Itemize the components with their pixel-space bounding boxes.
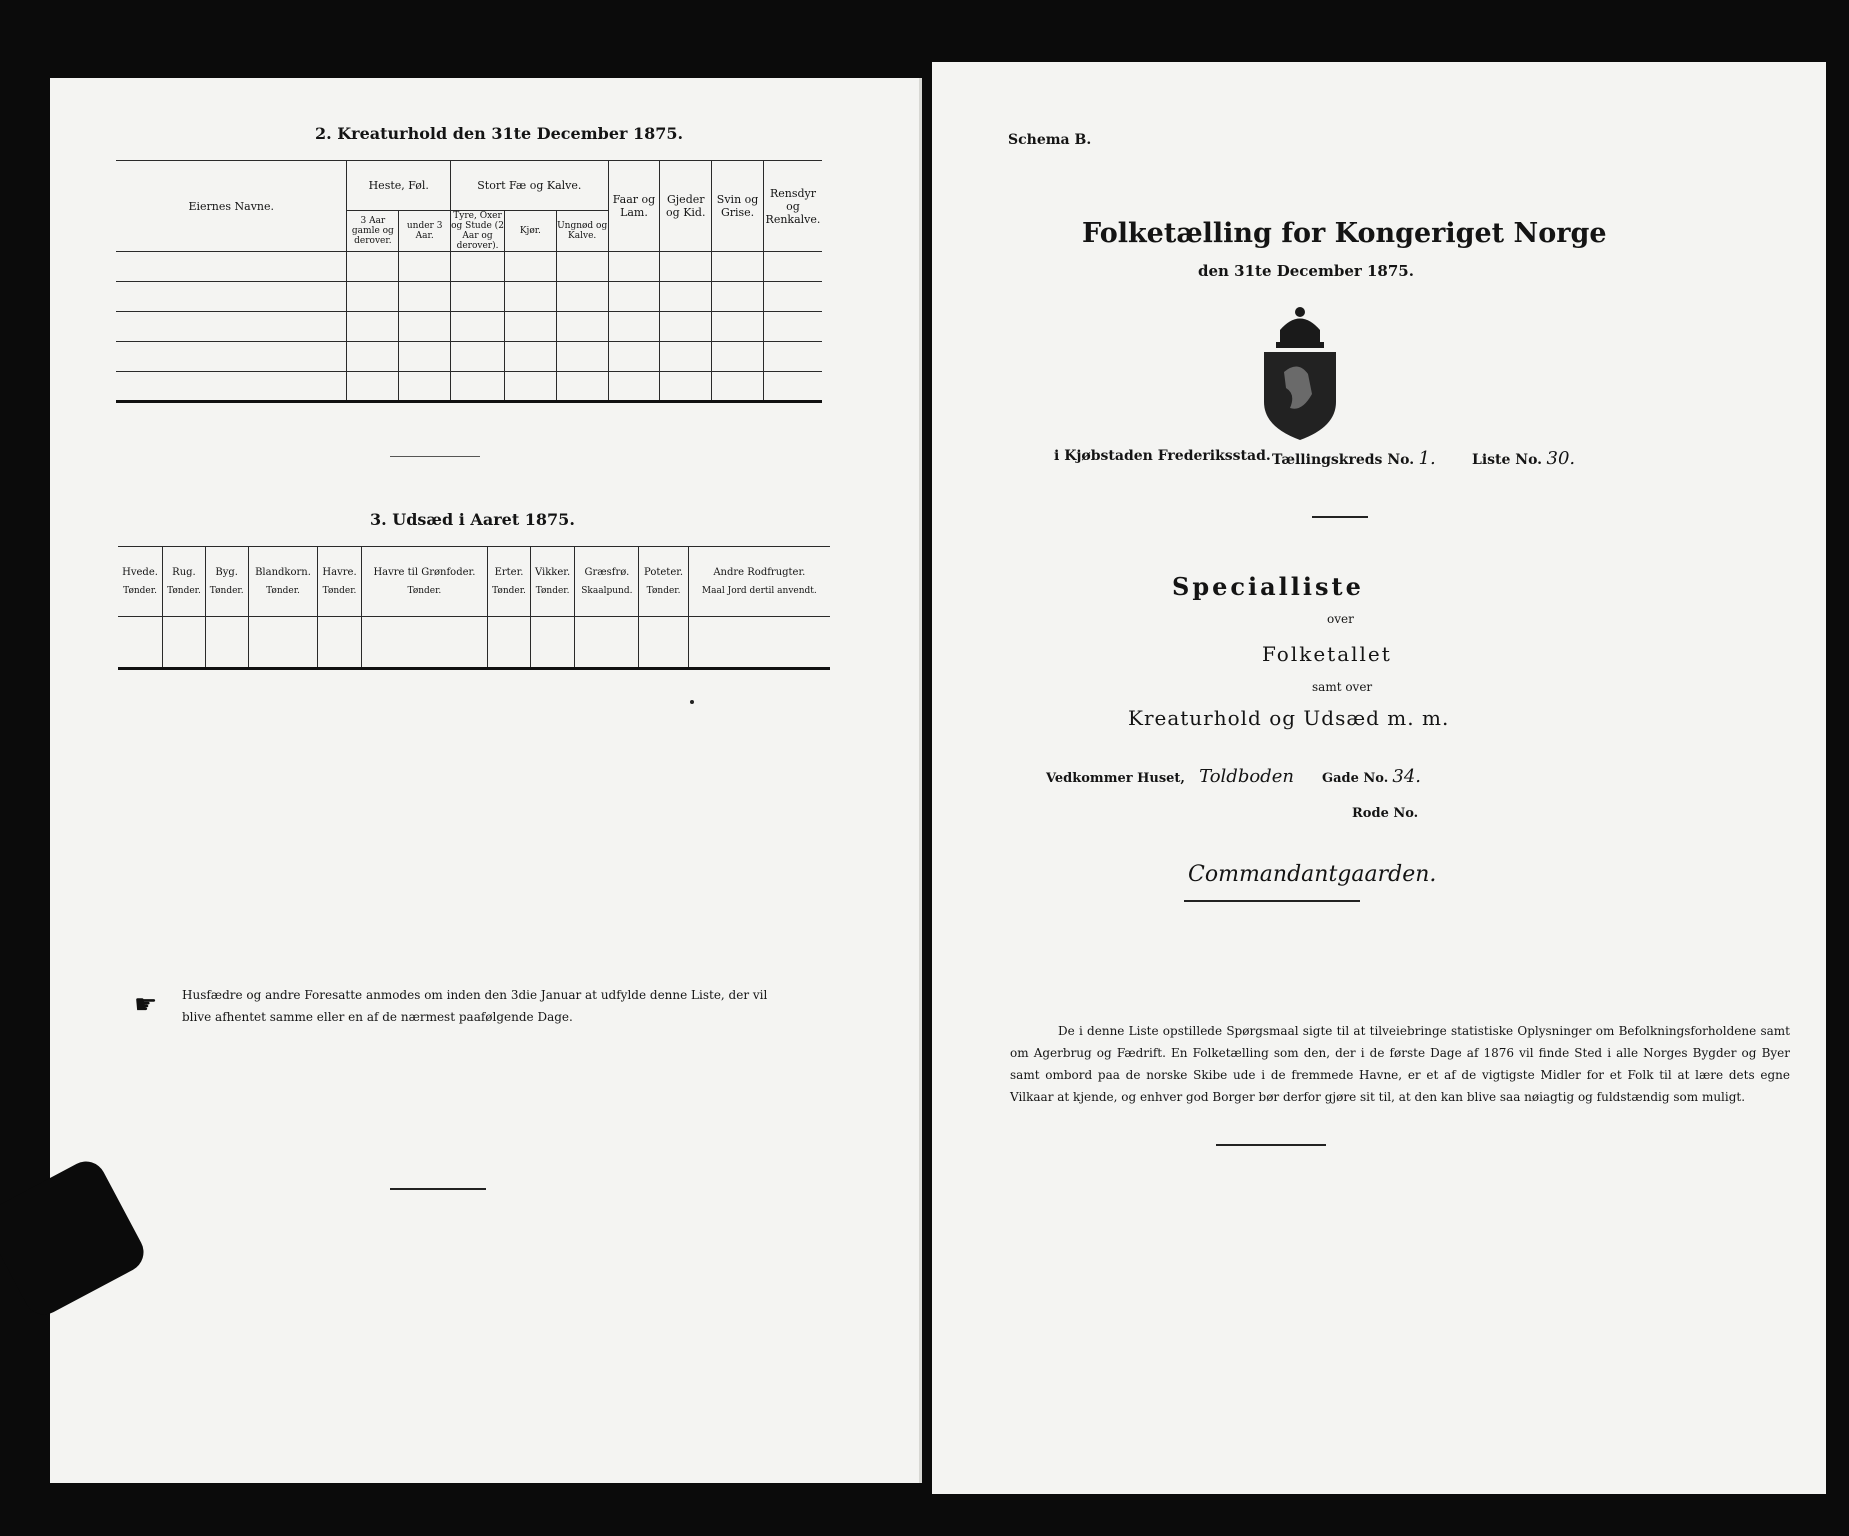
crop-unit: Tønder. bbox=[209, 586, 244, 596]
specialliste-heading: Specialliste bbox=[1172, 572, 1364, 601]
fae-sub3: Ungnød og Kalve. bbox=[556, 211, 608, 252]
crop-name: Græsfrø. bbox=[584, 567, 630, 578]
crop-header-cell bbox=[361, 547, 487, 617]
fae-sub2: Kjør. bbox=[504, 211, 556, 252]
huset-label: Vedkommer Huset, bbox=[1046, 771, 1185, 786]
crop-header-cell bbox=[205, 547, 248, 617]
heste-sub1: 3 Aar gamle og derover. bbox=[347, 211, 399, 252]
svin-header-cell bbox=[712, 161, 764, 252]
livestock-row bbox=[116, 372, 822, 402]
schema-label: Schema B. bbox=[1008, 132, 1092, 148]
liste-label: Liste No. bbox=[1472, 452, 1543, 468]
over-text-1: over bbox=[1327, 612, 1354, 626]
crop-header-cell bbox=[530, 547, 574, 617]
section-2-title: 2. Kreaturhold den 31te December 1875. bbox=[315, 124, 684, 143]
crop-header-cell bbox=[639, 547, 688, 617]
livestock-row bbox=[116, 342, 822, 372]
rensdyr-header: Rensdyr og Renkalve. bbox=[765, 186, 821, 226]
kreds-label: Tællingskreds No. bbox=[1272, 452, 1415, 468]
gjeder-header: Gjeder og Kid. bbox=[666, 193, 706, 219]
huset-line bbox=[1046, 766, 1294, 787]
gade-line bbox=[1322, 766, 1421, 787]
crop-value-cell bbox=[361, 617, 487, 669]
crop-header-cell bbox=[688, 547, 830, 617]
crop-value-cell bbox=[118, 617, 163, 669]
crop-unit: Maal Jord dertil anvendt. bbox=[701, 586, 817, 596]
name-underline bbox=[1184, 900, 1360, 902]
crop-unit: Skaalpund. bbox=[581, 586, 633, 596]
bottom-rule bbox=[390, 1188, 486, 1190]
folketallet-heading: Folketallet bbox=[1262, 642, 1392, 666]
crop-name: Byg. bbox=[215, 567, 238, 578]
rensdyr-header-cell bbox=[763, 161, 822, 252]
crop-value-cell bbox=[318, 617, 361, 669]
owner-header-cell bbox=[116, 161, 347, 252]
crop-header-cell bbox=[248, 547, 318, 617]
crop-header-cell bbox=[118, 547, 163, 617]
crop-unit: Tønder. bbox=[123, 586, 157, 596]
crop-unit: Tønder. bbox=[167, 586, 201, 596]
kreds-value: 1. bbox=[1418, 448, 1436, 469]
crop-value-cell bbox=[639, 617, 688, 669]
right-page bbox=[932, 62, 1826, 1494]
fae-header: Stort Fæ og Kalve. bbox=[477, 179, 582, 192]
svin-header: Svin og Grise. bbox=[716, 193, 759, 219]
samt-over-text: samt over bbox=[1312, 680, 1373, 694]
short-rule-1 bbox=[1312, 516, 1368, 518]
crop-name: Poteter. bbox=[644, 567, 684, 578]
crop-name: Havre til Grønfoder. bbox=[373, 567, 476, 578]
crop-unit: Tønder. bbox=[266, 586, 300, 596]
crop-name: Blandkorn. bbox=[255, 567, 311, 578]
crop-value-cell bbox=[248, 617, 318, 669]
crop-name: Rug. bbox=[172, 567, 196, 578]
liste-value: 30. bbox=[1546, 448, 1576, 469]
crop-value-cell bbox=[488, 617, 531, 669]
crop-table bbox=[118, 546, 830, 670]
pointing-hand-icon: ☛ bbox=[134, 990, 158, 1020]
paragraph-text: De i denne Liste opstillede Spørgsmaal sigte til at tilveiebringe statistiske Oplysninger om Befolkningsforholdene samt om Agerbrug og Fædrift. En Folketælling som den, der i de første Dage af 1876 vil finde Sted i alle Norges Bygder og Byer samt ombord paa de norske Skibe ude i de fremmede Havne, er et af de vigtigste Midler for et Folk til at lære dets egne Vilkaar at kjende, og enhver god Borger bør derfor gjøre sit til, at den kan blive saa nøiagtig og fuldstændig som muligt. bbox=[1010, 1024, 1790, 1104]
location-line bbox=[1054, 448, 1271, 464]
crop-name: Andre Rodfrugter. bbox=[713, 567, 806, 578]
crop-name: Vikker. bbox=[535, 567, 571, 578]
crop-value-cell bbox=[163, 617, 206, 669]
handwritten-name: Commandantgaarden. bbox=[1188, 862, 1437, 887]
footnote-text bbox=[182, 984, 772, 1028]
heste-header-cell bbox=[347, 161, 451, 211]
fae-header-cell bbox=[451, 161, 609, 211]
livestock-row bbox=[116, 312, 822, 342]
dot-mark bbox=[690, 700, 694, 704]
crop-name: Havre. bbox=[322, 567, 357, 578]
crop-value-cell bbox=[205, 617, 248, 669]
owner-header: Eiernes Navne. bbox=[188, 199, 274, 213]
kreds-line bbox=[1272, 448, 1436, 469]
rode-line bbox=[1352, 806, 1418, 821]
crop-unit: Tønder. bbox=[646, 586, 681, 596]
livestock-table bbox=[116, 160, 822, 403]
fae-sub1: Tyre, Oxer og Stude (2 Aar og derover). bbox=[451, 211, 504, 251]
crop-value-cell bbox=[575, 617, 639, 669]
crop-name: Hvede. bbox=[122, 567, 158, 578]
rode-label: Rode No. bbox=[1352, 806, 1419, 821]
crop-value-cell bbox=[530, 617, 574, 669]
heste-sub2: under 3 Aar. bbox=[399, 211, 451, 252]
crop-header-cell bbox=[318, 547, 361, 617]
faar-header-cell bbox=[608, 161, 660, 252]
crop-unit: Tønder. bbox=[407, 586, 442, 596]
crop-header-cell bbox=[575, 547, 639, 617]
kreaturhold-heading: Kreaturhold og Udsæd m. m. bbox=[1128, 706, 1450, 730]
crop-header-cell bbox=[163, 547, 206, 617]
explanatory-paragraph bbox=[1010, 1020, 1790, 1108]
crop-header-cell bbox=[488, 547, 531, 617]
bottom-rule-right bbox=[1216, 1144, 1326, 1146]
section-3-title: 3. Udsæd i Aaret 1875. bbox=[370, 510, 575, 529]
huset-value: Toldboden bbox=[1199, 766, 1294, 787]
crop-unit: Tønder. bbox=[492, 586, 526, 596]
gjeder-header-cell bbox=[660, 161, 712, 252]
gade-value: 34. bbox=[1392, 766, 1422, 787]
crop-unit: Tønder. bbox=[535, 586, 570, 596]
gade-label: Gade No. bbox=[1322, 771, 1389, 786]
date-line: den 31te December 1875. bbox=[1198, 262, 1414, 280]
left-page bbox=[50, 78, 922, 1483]
footnote: Husfædre og andre Foresatte anmodes om inden den 3die Januar at udfylde denne Liste, der vil blive afhentet samme eller en af de nærmest paafølgende Dage. bbox=[182, 988, 768, 1024]
coat-of-arms-icon bbox=[1250, 302, 1350, 442]
crop-name: Erter. bbox=[494, 567, 524, 578]
clip-shadow bbox=[0, 1155, 151, 1322]
crop-unit: Tønder. bbox=[322, 586, 357, 596]
livestock-row bbox=[116, 252, 822, 282]
livestock-row bbox=[116, 282, 822, 312]
faar-header: Faar og Lam. bbox=[612, 193, 656, 219]
kjobstad-label: i Kjøbstaden Frederiksstad. bbox=[1054, 448, 1271, 464]
divider-rule bbox=[390, 456, 480, 457]
liste-line bbox=[1472, 448, 1575, 469]
crop-value-cell bbox=[688, 617, 830, 669]
heste-header: Heste, Føl. bbox=[368, 179, 429, 192]
main-title: Folketælling for Kongeriget Norge bbox=[1082, 218, 1607, 249]
